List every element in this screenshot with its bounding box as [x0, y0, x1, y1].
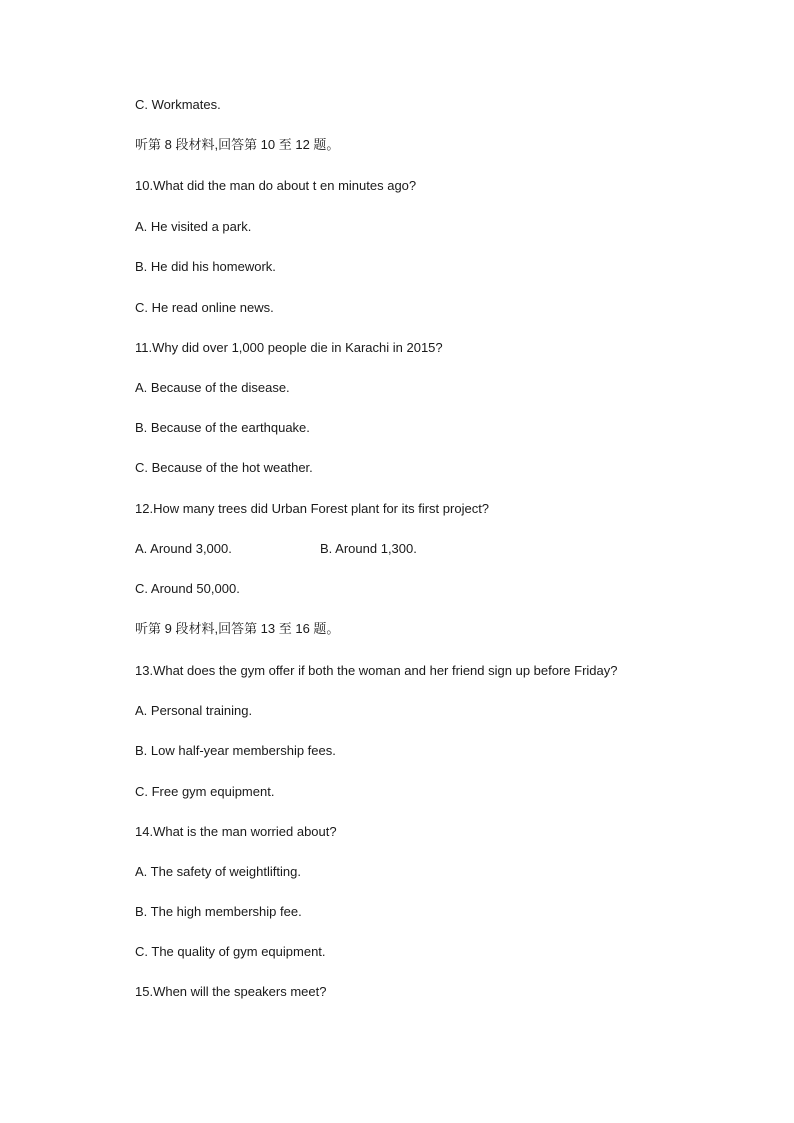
option-14c: C. The quality of gym equipment.: [135, 944, 326, 959]
question-13: 13.What does the gym offer if both the woman and her friend sign up before Friday?: [135, 663, 618, 678]
option-13b: B. Low half-year membership fees.: [135, 743, 336, 758]
option-11b: B. Because of the earthquake.: [135, 420, 310, 435]
option-9c: C. Workmates.: [135, 97, 221, 112]
section-instruction-9: 听第 9 段材料,回答第 13 至 16 题。: [135, 621, 340, 636]
question-11: 11.Why did over 1,000 people die in Karachi in 2015?: [135, 340, 443, 355]
question-14: 14.What is the man worried about?: [135, 824, 337, 839]
option-14b: B. The high membership fee.: [135, 904, 302, 919]
section-instruction-8: 听第 8 段材料,回答第 10 至 12 题。: [135, 137, 340, 152]
option-11a: A. Because of the disease.: [135, 380, 290, 395]
option-12c: C. Around 50,000.: [135, 581, 240, 596]
question-12: 12.How many trees did Urban Forest plant for its first project?: [135, 501, 490, 516]
option-13c: C. Free gym equipment.: [135, 784, 275, 799]
option-10c: C. He read online news.: [135, 300, 274, 315]
question-10: 10.What did the man do about t en minutes ago?: [135, 178, 417, 193]
option-12b: B. Around 1,300.: [320, 541, 417, 556]
option-12a: A. Around 3,000.: [135, 541, 232, 556]
option-11c: C. Because of the hot weather.: [135, 460, 313, 475]
option-10b: B. He did his homework.: [135, 259, 276, 274]
option-14a: A. The safety of weightlifting.: [135, 864, 301, 879]
question-15: 15.When will the speakers meet?: [135, 984, 327, 999]
option-10a: A. He visited a park.: [135, 219, 252, 234]
option-13a: A. Personal training.: [135, 703, 253, 718]
